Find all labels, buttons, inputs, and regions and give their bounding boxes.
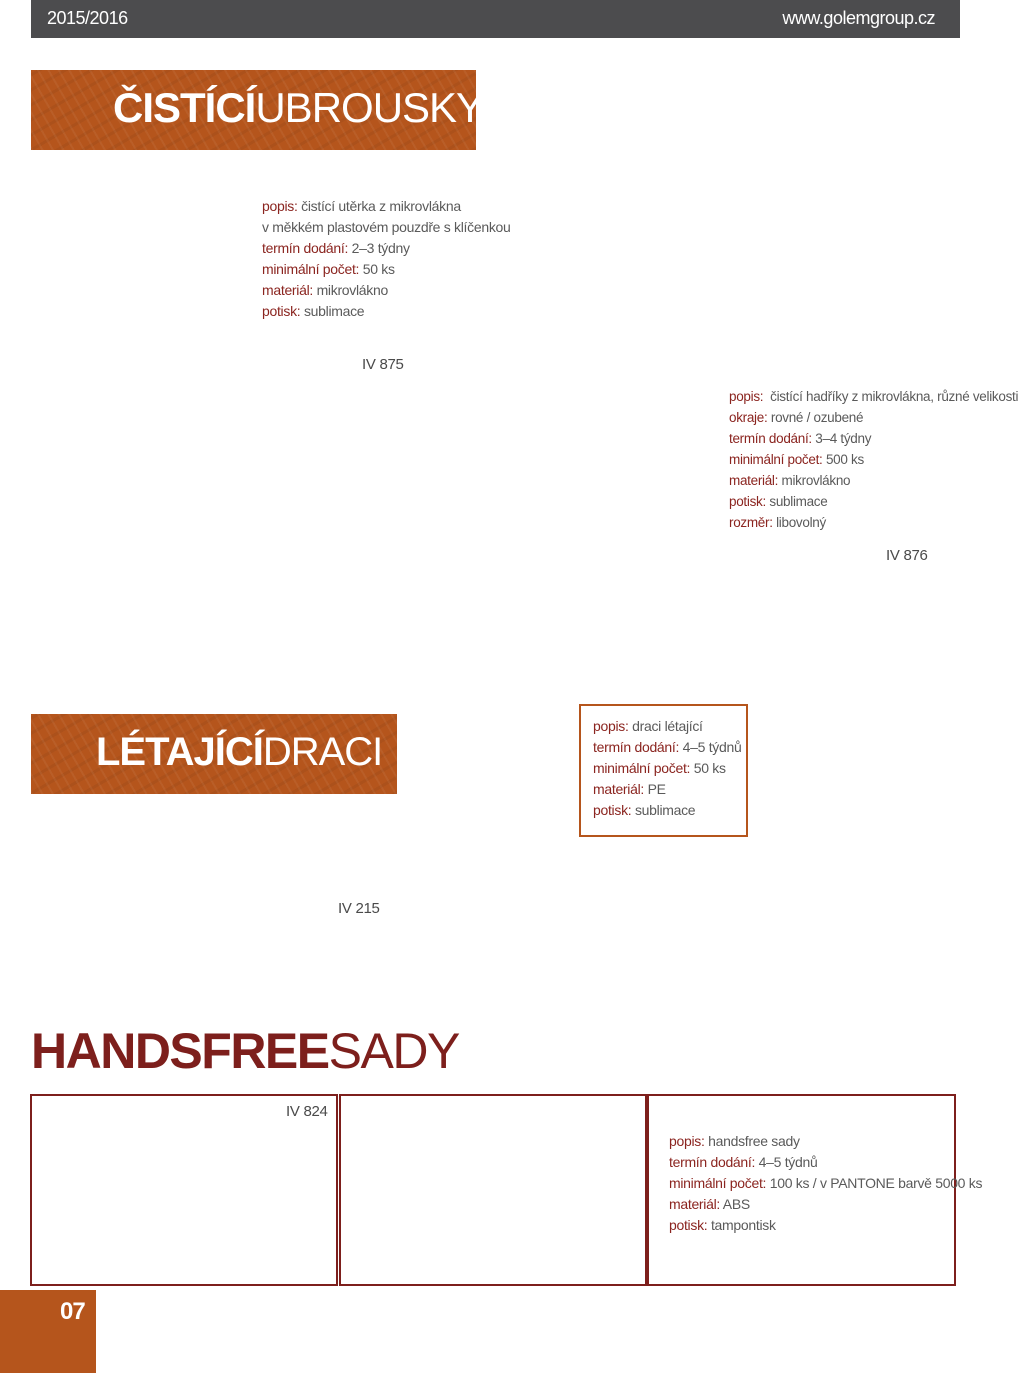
info-value: rovné / ozubené bbox=[767, 410, 864, 425]
info-label: rozměr: bbox=[729, 515, 773, 530]
info-value: čistící hadříky z mikrovlákna, různé velikosti bbox=[763, 389, 1018, 404]
product-image-panel bbox=[30, 1094, 338, 1286]
product-info-iv876 bbox=[729, 386, 1018, 533]
info-label: termín dodání: bbox=[262, 240, 349, 256]
info-value: sublimace bbox=[765, 494, 828, 509]
section-title-light: SADY bbox=[328, 1023, 459, 1079]
info-label: potisk: bbox=[593, 802, 632, 818]
info-value: mikrovlákno bbox=[312, 282, 388, 298]
info-value: handsfree sady bbox=[704, 1133, 800, 1149]
info-label: potisk: bbox=[729, 494, 766, 509]
info-value: 50 ks bbox=[359, 261, 395, 277]
top-bar bbox=[31, 0, 960, 38]
info-row bbox=[669, 1194, 982, 1215]
info-row bbox=[593, 800, 741, 821]
info-label: popis: bbox=[669, 1133, 705, 1149]
info-row bbox=[669, 1152, 982, 1173]
info-value: libovolný bbox=[772, 515, 826, 530]
info-row bbox=[262, 301, 511, 322]
info-label: minimální počet: bbox=[669, 1175, 767, 1191]
info-row bbox=[729, 512, 1018, 533]
info-label: termín dodání: bbox=[729, 431, 812, 446]
info-value: 2–3 týdny bbox=[348, 240, 410, 256]
product-info-iv824 bbox=[669, 1131, 982, 1236]
section-title-light: DRACI bbox=[262, 730, 383, 774]
product-info-iv875 bbox=[262, 196, 511, 322]
info-label: termín dodání: bbox=[669, 1154, 756, 1170]
section-banner-letajici-draci bbox=[31, 714, 397, 794]
info-row bbox=[593, 779, 741, 800]
info-value: 500 ks bbox=[822, 452, 864, 467]
info-value: sublimace bbox=[631, 802, 696, 818]
info-value: PE bbox=[643, 781, 666, 797]
info-row bbox=[669, 1173, 982, 1194]
page-number: 07 bbox=[60, 1298, 85, 1325]
info-label: minimální počet: bbox=[593, 760, 691, 776]
info-row bbox=[262, 259, 511, 280]
product-info-iv215 bbox=[593, 716, 741, 821]
info-label: materiál: bbox=[729, 473, 779, 488]
info-row bbox=[669, 1215, 982, 1236]
info-value: draci létající bbox=[628, 718, 703, 734]
info-value: sublimace bbox=[300, 303, 365, 319]
info-label: popis: bbox=[593, 718, 629, 734]
info-value: 4–5 týdnů bbox=[755, 1154, 818, 1170]
info-value: v měkkém plastovém pouzdře s klíčenkou bbox=[262, 219, 511, 235]
info-value: ABS bbox=[719, 1196, 750, 1212]
info-row bbox=[729, 386, 1018, 407]
info-row bbox=[593, 716, 741, 737]
section-banner-cistici-ubrousky bbox=[31, 70, 484, 150]
info-value: 50 ks bbox=[690, 760, 726, 776]
info-row bbox=[669, 1131, 982, 1152]
product-code: IV 215 bbox=[338, 900, 380, 917]
info-row bbox=[262, 217, 511, 238]
info-label: termín dodání: bbox=[593, 739, 680, 755]
info-label: popis: bbox=[729, 389, 764, 404]
info-label: minimální počet: bbox=[262, 261, 360, 277]
info-row bbox=[729, 491, 1018, 512]
info-value: tampontisk bbox=[707, 1217, 776, 1233]
info-label: potisk: bbox=[262, 303, 301, 319]
section-title-bold: HANDSFREE bbox=[31, 1023, 329, 1079]
info-row bbox=[729, 449, 1018, 470]
info-label: materiál: bbox=[593, 781, 644, 797]
info-label: okraje: bbox=[729, 410, 768, 425]
info-row bbox=[262, 196, 511, 217]
info-row bbox=[729, 428, 1018, 449]
section-title bbox=[113, 84, 483, 132]
section-title-handsfree-sady bbox=[31, 1022, 459, 1080]
product-image-panel bbox=[339, 1094, 647, 1286]
info-value: čistící utěrka z mikrovlákna bbox=[297, 198, 461, 214]
info-label: materiál: bbox=[262, 282, 313, 298]
catalog-year: 2015/2016 bbox=[47, 8, 128, 28]
info-value: mikrovlákno bbox=[778, 473, 851, 488]
page-number-box bbox=[0, 1290, 96, 1373]
section-title-bold: LÉTAJÍCÍ bbox=[96, 730, 263, 774]
info-label: minimální počet: bbox=[729, 452, 823, 467]
info-value: 3–4 týdny bbox=[811, 431, 872, 446]
info-value: 100 ks / v PANTONE barvě 5000 ks bbox=[766, 1175, 983, 1191]
product-code: IV 876 bbox=[886, 547, 928, 564]
section-title-bold: ČISTÍCÍ bbox=[113, 84, 256, 131]
section-title-light: UBROUSKY bbox=[255, 84, 484, 131]
info-row bbox=[729, 407, 1018, 428]
product-code: IV 875 bbox=[362, 356, 404, 373]
info-value: 4–5 týdnů bbox=[679, 739, 742, 755]
website-link[interactable]: www.golemgroup.cz bbox=[782, 8, 935, 28]
info-row bbox=[593, 758, 741, 779]
info-row bbox=[729, 470, 1018, 491]
info-row bbox=[262, 238, 511, 259]
info-label: materiál: bbox=[669, 1196, 720, 1212]
info-row bbox=[262, 280, 511, 301]
info-label: potisk: bbox=[669, 1217, 708, 1233]
product-code: IV 824 bbox=[286, 1103, 328, 1120]
info-row bbox=[593, 737, 741, 758]
info-label: popis: bbox=[262, 198, 298, 214]
section-title bbox=[96, 730, 382, 775]
